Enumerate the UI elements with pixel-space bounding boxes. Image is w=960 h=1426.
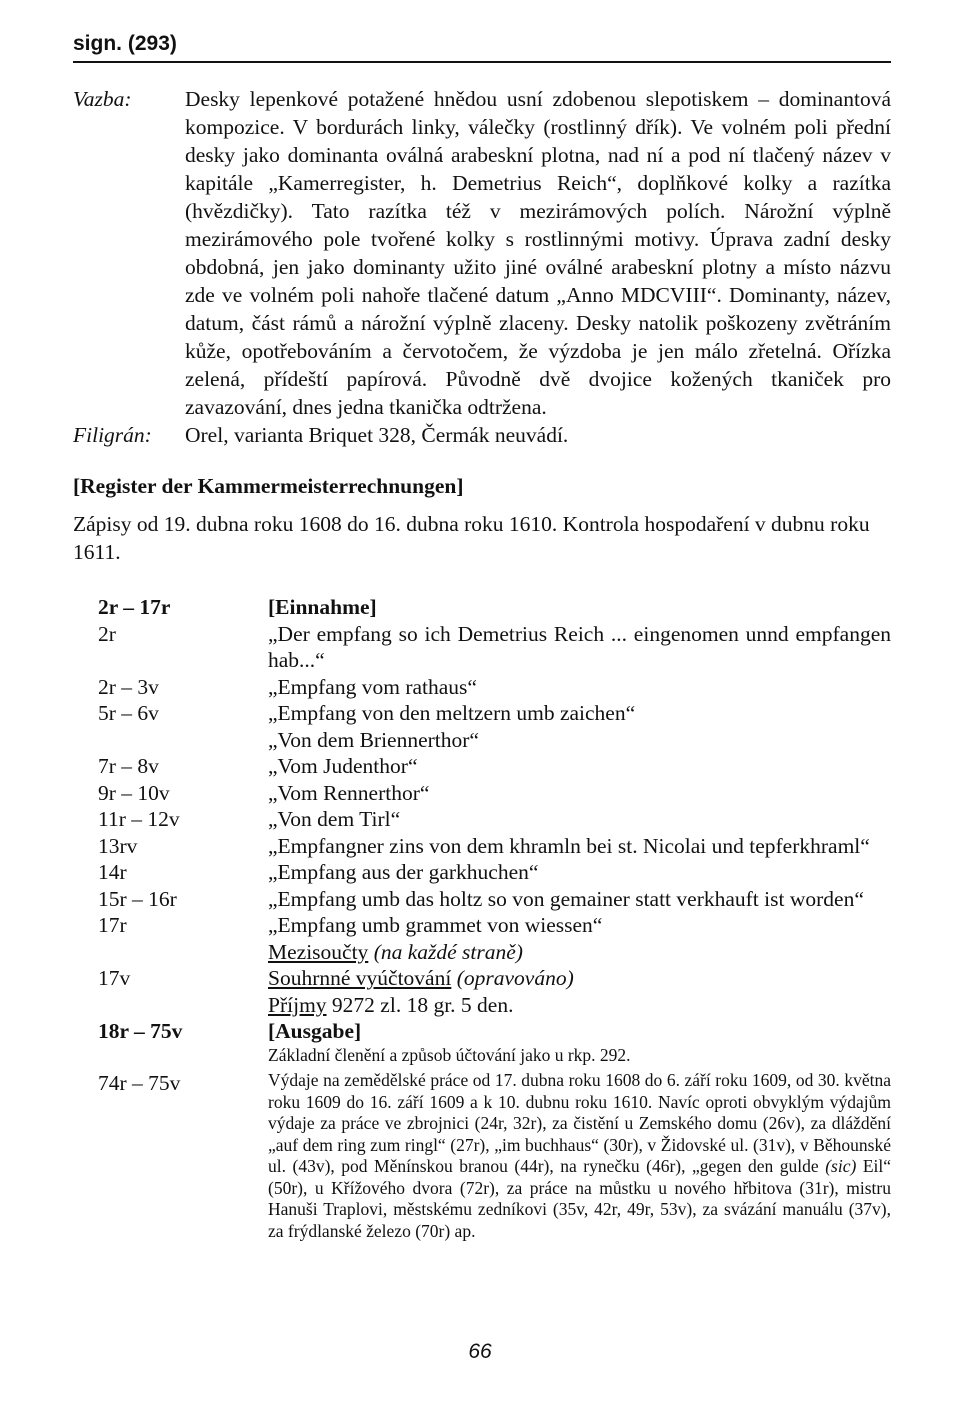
entry-ref [98,1045,268,1067]
entry-text [268,1070,891,1242]
entry-list [98,594,891,1242]
entry-ref: 11r – 12v [98,807,180,831]
watermark-text: Orel, varianta Briquet 328, Čermák neuvádí. [185,423,569,447]
entry-ref: 5r – 6v [98,701,159,725]
summary-note: (opravováno) [456,966,574,990]
entry-text-part: Výdaje na zemědělské práce od 17. dubna roku 1608 do 6. září roku 1609, od 30. května roku 1609 do 16. září 1609 a k 10. dubnu roku 1610. Navíc oproti obvyklým výdajům výdaje za práce ve zbrojnici (24r, 32r), za čistění u Zemského domu (26v), za dláždění „auf dem ring zum ringl“ (27r), „im buchhaus“ (30r), v Židovské ul. (31v), v Běhounské ul. (43v), pod Měnínskou branou (44r), na rynečku (46r), „gegen den gulde [268,1070,891,1176]
entry-ref: 7r – 8v [98,754,159,778]
entry-row [98,780,891,807]
entry-ref: 2r – 17r [98,595,171,619]
entry-text: Základní členění a způsob účtování jako u rkp. 292. [268,1044,631,1065]
entry-text: „Empfang vom rathaus“ [268,674,477,699]
entry-text: „Vom Judenthor“ [268,754,418,778]
watermark-label: Filigrán: [73,423,152,447]
binding-text: Desky lepenkové potažené hnědou usní zdobenou slepotiskem – dominantová kompozice. V bordurách linky, válečky (rostlinný dřík). Ve volném poli přední desky jako dominanta oválná arabeskní plotna, nad ní a pod ní tlačený název v kapitále „Kamerregister, h. Demetrius Reich“, doplňkové kolky a razítka (hvězdičky). Tato razítka též v mezirámových polích. Nárožní výplně mezirámového pole tvořené kolky s rostlinnými motivy. Úprava zadní desky obdobná, jen jako dominanty užito jiné oválné arabeskní plotny a místo názvu zde ve volném poli nahoře tlačené datum „Anno MDCVIII“. Dominanty, název, datum, část rámů a nárožní výplně zlaceny. Desky natolik poškozeny zvětráním kůže, opotřebováním a červotočem, že výzdoba je jen málo zřetelná. Ořízka zelená, přídeští papírová. Původně dvě dvojice kožených tkaniček pro zavazování, dnes jedna tkanička odtržena. [185,87,891,419]
entry-text: „Empfangner zins von dem khramln bei st. Nicolai und tepferkhraml“ [268,833,870,858]
entry-text: „Empfang aus der garkhuchen“ [268,860,539,884]
income-value: 9272 zl. 18 gr. 5 den. [331,992,514,1017]
entry-text: „Empfang umb grammet von wiessen“ [268,913,603,937]
entry-ref [98,727,268,754]
section-title: [Register der Kammermeisterrechnungen] [73,474,464,498]
page-number: 66 [468,1340,492,1363]
entry-row [98,886,891,913]
binding-row [73,85,891,421]
section-intro: Zápisy od 19. dubna roku 1608 do 16. dubna roku 1610. Kontrola hospodaření v dubnu roku 1611. [73,512,870,564]
header-rule [73,61,891,63]
entry-ref: 17r [98,913,127,937]
subtotals-note: (na každé straně) [373,939,523,964]
entry-ref: 18r – 75v [98,1019,183,1043]
entry-ref [98,939,268,966]
entry-row [98,674,891,701]
summary-label: Souhrnné vyúčtování [268,966,452,990]
entry-text: „Empfang umb das holtz so von gemainer statt verkhauft ist worden“ [268,886,864,911]
signature-heading: sign. (293) [73,32,177,55]
entry-text: [Ausgabe] [268,1019,362,1043]
income-label: Příjmy [268,992,327,1017]
entry-row [98,939,891,966]
entry-ref: 17v [98,966,131,990]
watermark-row [73,421,891,449]
entry-text: „Von dem Tirl“ [268,807,401,831]
entry-text: „Der empfang so ich Demetrius Reich ... eingenomen unnd empfangen hab...“ [268,621,891,672]
entry-row [98,992,891,1019]
entry-row [98,806,891,833]
entry-text-part: Eil“ (50r), u Křížového dvora (72r), za práce na můstku u nového hřbitova (31r), mistru Hanuši Traplovi, městskému zedníkovi (35v, 42r, 49r, 53v), za svázání manuálu (37v), za frýdlanské železo (70r) ap. [268,1156,892,1241]
entry-row [98,1070,891,1242]
subtotals-label: Mezisoučty [268,939,369,964]
entry-text: „Empfang von den meltzern umb zaichen“ [268,701,636,725]
entry-row [98,594,891,621]
entry-text [268,992,891,1019]
entry-text: [Einnahme] [268,595,377,619]
entry-text: „Vom Rennerthor“ [268,780,430,805]
entry-row [98,753,891,780]
entry-row [98,1045,891,1067]
entry-row [98,965,891,992]
entry-ref: 14r [98,860,127,884]
sic-note: (sic) [825,1156,857,1176]
entry-text: „Von dem Briennerthor“ [268,727,479,752]
entry-ref: 74r – 75v [98,1071,181,1095]
entry-text [268,939,891,966]
entry-ref: 2r [98,621,116,646]
description-block [73,85,891,449]
entry-row [98,700,891,727]
entry-ref: 15r – 16r [98,886,177,911]
entry-row [98,833,891,860]
entry-row [98,727,891,754]
entry-text [268,965,891,992]
entry-row [98,859,891,886]
entry-ref: 2r – 3v [98,674,159,699]
entry-ref [98,992,268,1019]
entry-row [98,1018,891,1045]
entry-row [98,912,891,939]
binding-label: Vazba: [73,87,132,111]
entry-ref: 9r – 10v [98,780,170,805]
entry-row [98,621,891,674]
entry-ref: 13rv [98,833,138,858]
